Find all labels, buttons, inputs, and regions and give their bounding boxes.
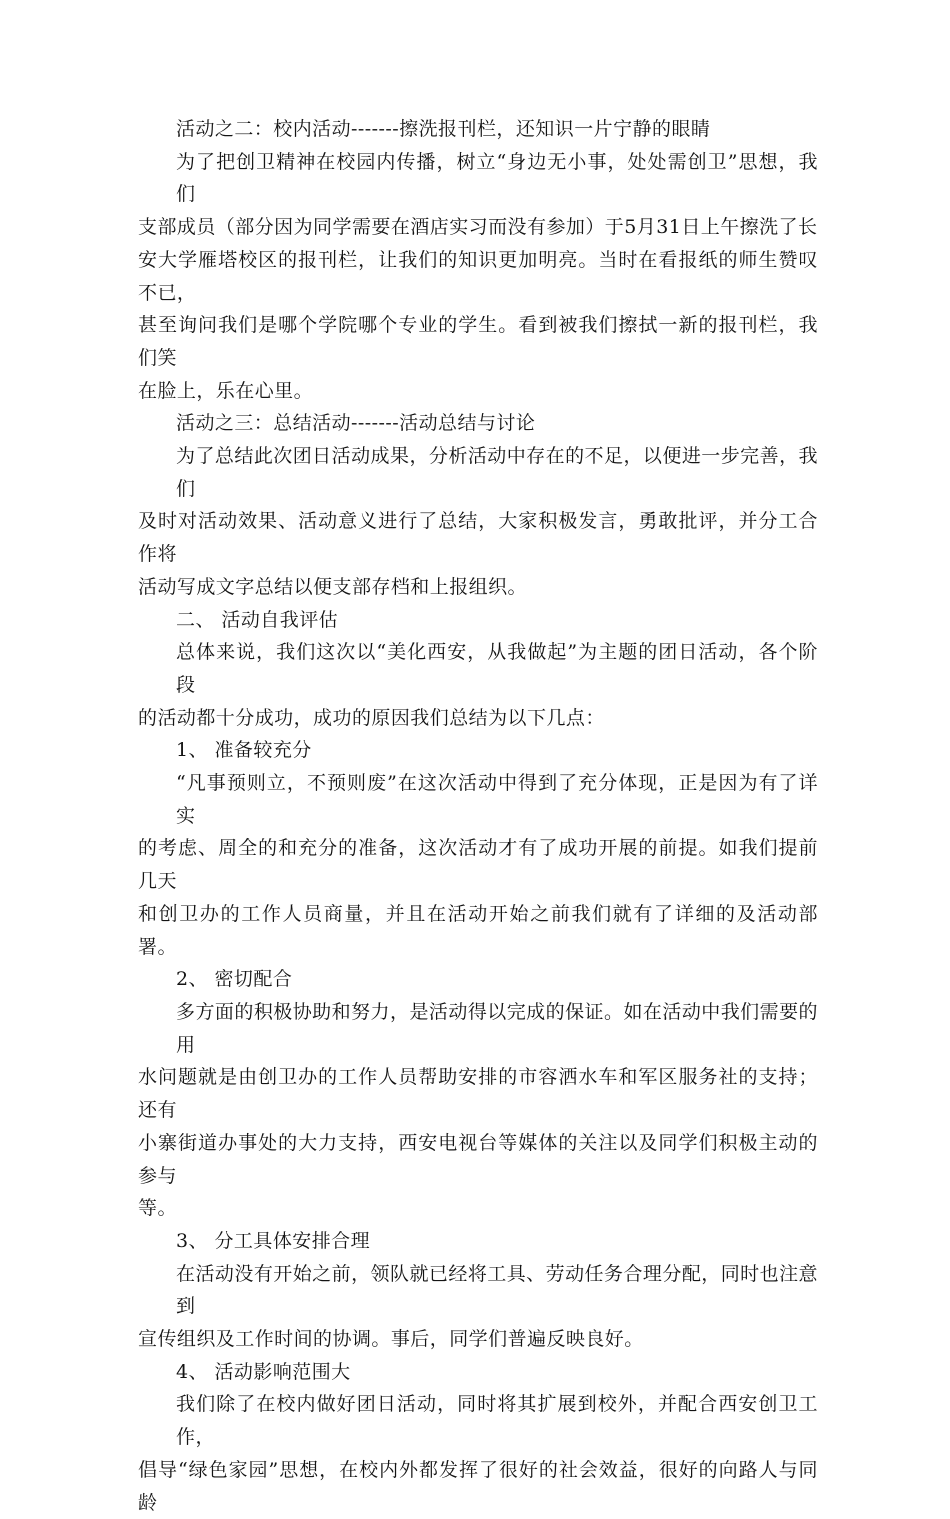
text-line: 4、 活动影响范围大: [176, 1360, 351, 1383]
paragraph-activity-3-body: [138, 440, 818, 604]
text-line: 在脸上，乐在心里。: [138, 379, 314, 402]
paragraph-activity-3-heading: [138, 407, 818, 440]
text-line: 活动写成文字总结以便支部存档和上报组织。: [138, 575, 528, 598]
text-line: 甚至询问我们是哪个学院哪个专业的学生。看到被我们擦拭一新的报刊栏，我们笑: [138, 314, 818, 369]
text-line: 等。: [138, 1197, 177, 1220]
text-line: 和创卫办的工作人员商量，并且在活动开始之前我们就有了详细的及活动部署。: [138, 902, 818, 958]
paragraph-point-1-body: [138, 767, 818, 963]
text-line: 在活动没有开始之前，领队就已经将工具、劳动任务合理分配，同时也注意到: [176, 1262, 818, 1318]
paragraph-point-2-heading: [138, 963, 818, 996]
text-line: 及时对活动效果、活动意义进行了总结，大家积极发言，勇敢批评，并分工合作将: [138, 510, 818, 566]
text-line: 2、 密切配合: [176, 968, 293, 991]
paragraph-activity-2-heading: [138, 113, 818, 146]
paragraph-point-1-heading: [138, 734, 818, 767]
document-body: [138, 113, 818, 1519]
text-line: 活动之二：校内活动-------擦洗报刊栏，还知识一片宁静的眼睛: [176, 118, 711, 140]
text-line: 二、 活动自我评估: [176, 608, 339, 631]
text-line: 小寨街道办事处的大力支持，西安电视台等媒体的关注以及同学们积极主动的参与: [138, 1131, 818, 1187]
text-line: 安大学雁塔校区的报刊栏，让我们的知识更加明亮。当时在看报纸的师生赞叹不已，: [138, 248, 818, 304]
text-line: 的活动都十分成功，成功的原因我们总结为以下几点：: [138, 706, 605, 729]
text-line: 的考虑、周全的和充分的准备，这次活动才有了成功开展的前提。如我们提前几天: [138, 837, 818, 893]
paragraph-section-2-heading: [138, 604, 818, 637]
text-line: 水问题就是由创卫办的工作人员帮助安排的市容洒水车和军区服务社的支持；还有: [138, 1066, 818, 1122]
text-line: 3、 分工具体安排合理: [176, 1229, 371, 1252]
paragraph-point-4-heading: [138, 1356, 818, 1389]
text-line: 倡导“绿色家园”思想，在校内外都发挥了很好的社会效益，很好的向路人与同龄: [138, 1458, 818, 1514]
text-line: 1、 准备较充分: [176, 739, 312, 762]
text-line: 我们除了在校内做好团日活动，同时将其扩展到校外，并配合西安创卫工作，: [176, 1393, 818, 1449]
text-line: 支部成员（部分因为同学需要在酒店实习而没有参加）于5月31日上午擦洗了长: [138, 216, 818, 239]
text-line: 总体来说，我们这次以“美化西安，从我做起”为主题的团日活动，各个阶段: [176, 641, 818, 696]
text-line: 活动之三：总结活动-------活动总结与讨论: [176, 412, 536, 435]
paragraph-point-2-body: [138, 996, 818, 1225]
text-line: 为了把创卫精神在校园内传播，树立“身边无小事，处处需创卫”思想，我们: [176, 150, 818, 206]
paragraph-point-3-body: [138, 1258, 818, 1356]
paragraph-activity-2-body: [138, 146, 818, 408]
text-line: “凡事预则立，不预则废”在这次活动中得到了充分体现，正是因为有了详实: [176, 772, 818, 827]
paragraph-section-2-intro: [138, 636, 818, 734]
text-line: 为了总结此次团日活动成果，分析活动中存在的不足，以便进一步完善，我们: [176, 445, 818, 500]
text-line: 宣传组织及工作时间的协调。事后，同学们普遍反映良好。: [138, 1328, 644, 1351]
text-line: 多方面的积极协助和努力，是活动得以完成的保证。如在活动中我们需要的用: [176, 1000, 818, 1056]
paragraph-point-4-body: [138, 1388, 818, 1519]
